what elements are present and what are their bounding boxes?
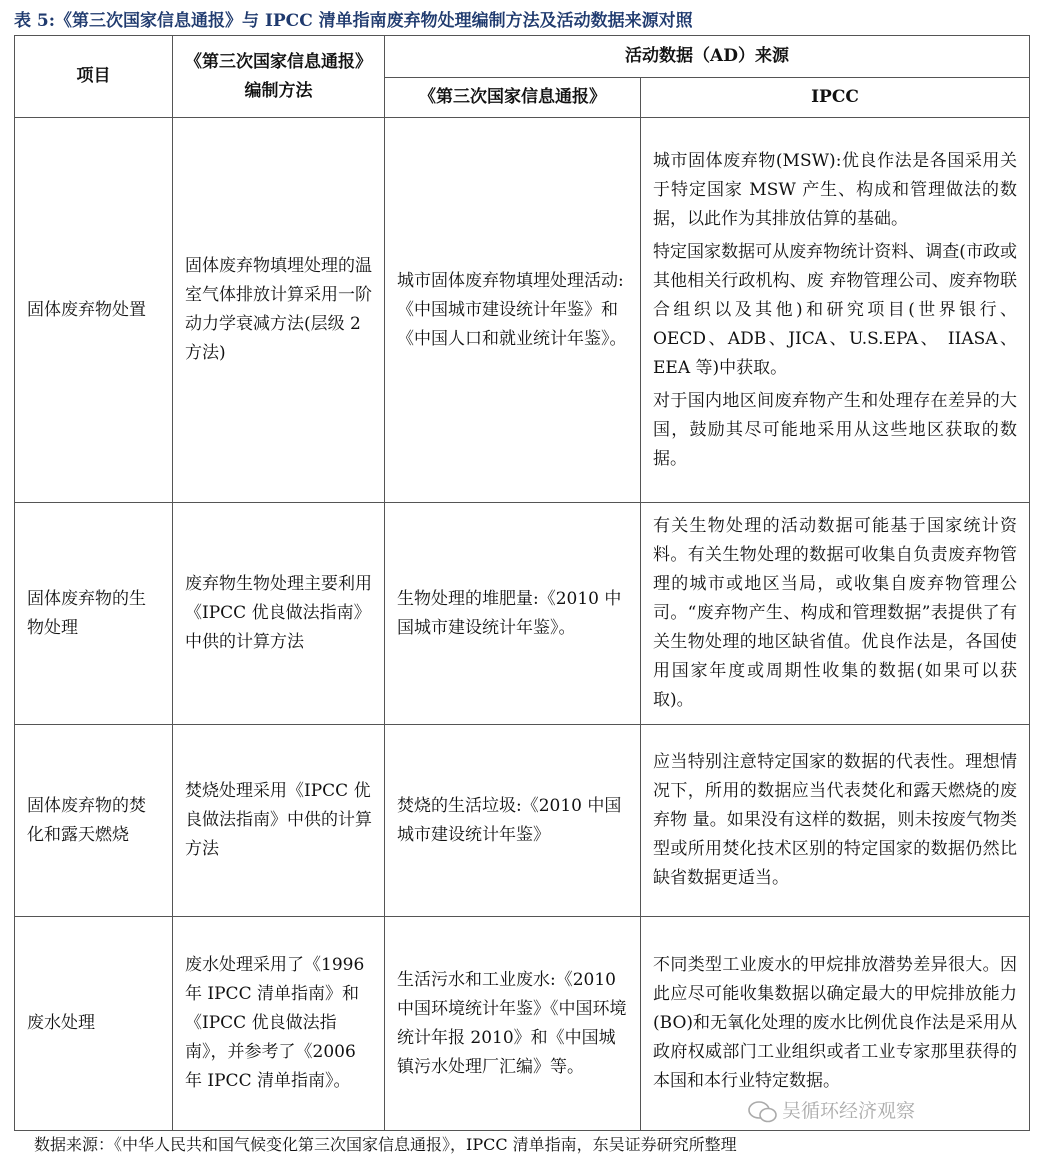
- header-item: 项目: [15, 36, 173, 118]
- row-nc3-source: 焚烧的生活垃圾:《2010 中国城市建设统计年鉴》: [385, 725, 641, 917]
- ipcc-paragraph: 不同类型工业废水的甲烷排放潜势差异很大。因此应尽可能收集数据以确定最大的甲烷排放能力(BO)和无氧化处理的废水比例优良作法是采用从政府权威部门工业组织或者工业专家那里获得的本国和本行业特定数据。: [653, 955, 1017, 1091]
- row-method: 固体废弃物填埋处理的温室气体排放计算采用一阶动力学衰减方法(层级 2 方法): [173, 118, 385, 503]
- header-ipcc: IPCC: [641, 78, 1030, 118]
- row-ipcc-source: [641, 503, 1030, 725]
- comparison-table: [14, 35, 1030, 1131]
- row-method: 废弃物生物处理主要利用《IPCC 优良做法指南》中供的计算方法: [173, 503, 385, 725]
- row-nc3-source: 生物处理的堆肥量:《2010 中国城市建设统计年鉴》。: [385, 503, 641, 725]
- row-item: 废水处理: [15, 917, 173, 1131]
- row-ipcc-source: [641, 118, 1030, 503]
- row-nc3-source: 城市固体废弃物填埋处理活动:《中国城市建设统计年鉴》和《中国人口和就业统计年鉴》。: [385, 118, 641, 503]
- source-note: 数据来源：《中华人民共和国气候变化第三次国家信息通报》，IPCC 清单指南，东吴证券研究所整理: [34, 1135, 737, 1154]
- row-item: 固体废弃物的生物处理: [15, 503, 173, 725]
- chat-bubbles-icon: [748, 1101, 778, 1123]
- ipcc-paragraph: 应当特别注意特定国家的数据的代表性。理想情况下，所用的数据应当代表焚化和露天燃烧的废弃物 量。如果没有这样的数据，则未按废气物类型或所用焚化技术区别的特定国家的数据仍然比缺省数据更适当。: [653, 752, 1017, 888]
- row-method: 废水处理采用了《1996 年 IPCC 清单指南》和《IPCC 优良做法指南》，并参考了《2006 年 IPCC 清单指南》。: [173, 917, 385, 1131]
- table-row: [15, 503, 1030, 725]
- row-ipcc-source: [641, 725, 1030, 917]
- row-item: 固体废弃物的焚化和露天燃烧: [15, 725, 173, 917]
- ipcc-paragraph: 特定国家数据可从废弃物统计资料、调查(市政或其他相关行政机构、废 弃物管理公司、废弃物联合组织以及其他)和研究项目(世界银行、OECD、ADB、JICA、U.S.EPA、 IIASA、EEA 等)中获取。: [653, 241, 1017, 378]
- row-item: 固体废弃物处置: [15, 118, 173, 503]
- row-nc3-source: 生活污水和工业废水:《2010 中国环境统计年鉴》《中国环境统计年报 2010》和《中国城镇污水处理厂汇编》等。: [385, 917, 641, 1131]
- table-row: [15, 725, 1030, 917]
- table-row: [15, 118, 1030, 503]
- header-ad-source: 活动数据（AD）来源: [385, 36, 1030, 78]
- header-method: 《第三次国家信息通报》编制方法: [173, 36, 385, 118]
- ipcc-paragraph: 对于国内地区间废弃物产生和处理存在差异的大国，鼓励其尽可能地采用从这些地区获取的数据。: [653, 390, 1017, 469]
- ipcc-paragraph: 有关生物处理的活动数据可能基于国家统计资料。有关生物处理的数据可收集自负责废弃物管理的城市或地区当局，或收集自废弃物管理公司。“废弃物产生、构成和管理数据”表提供了有关生物处理的地区缺省值。优良作法是，各国使用国家年度或周期性收集的数据(如果可以获取)。: [653, 516, 1017, 710]
- table-title: 表 5:《第三次国家信息通报》与 IPCC 清单指南废弃物处理编制方法及活动数据来源对照: [14, 11, 693, 31]
- ipcc-paragraph: 城市固体废弃物(MSW):优良作法是各国采用关于特定国家 MSW 产生、构成和管理做法的数据，以此作为其排放估算的基础。: [653, 150, 1017, 229]
- watermark: [748, 1096, 915, 1123]
- row-method: 焚烧处理采用《IPCC 优良做法指南》中供的计算方法: [173, 725, 385, 917]
- header-nc3: 《第三次国家信息通报》: [385, 78, 641, 118]
- watermark-text: 吴循环经济观察: [782, 1100, 916, 1122]
